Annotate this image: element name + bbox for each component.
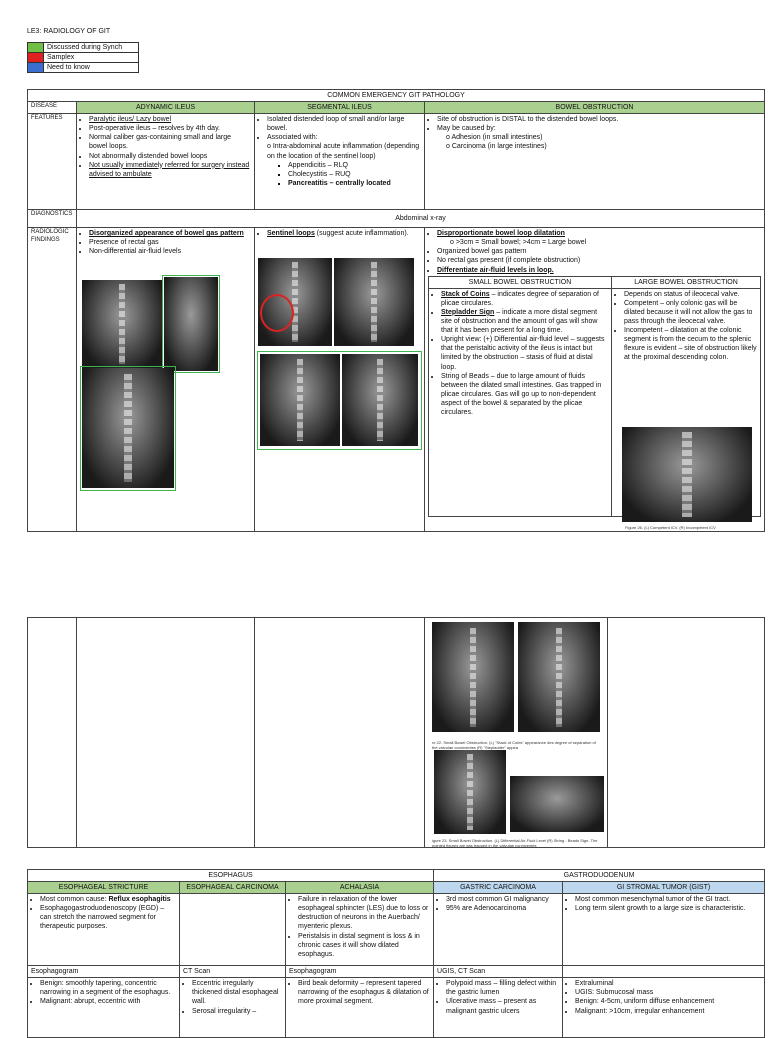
term: Stack of Coins [441,290,490,298]
xray-image [82,280,162,368]
modality: Esophagogram [28,966,180,978]
legend-row [28,63,139,73]
stricture-findings [28,978,180,1038]
list-item: • Normal caliber gas-containing small and large bowel loops. [89,133,251,151]
legend-label: Need to know [44,63,139,73]
col-esophageal-carcinoma: ESOPHAGEAL CARCINOMA [180,882,286,894]
list-item: • Benign: smoothly tapering, concentric narrowing in a segment of the esophagus. [40,979,176,997]
col-segmental: SEGMENTAL ILEUS [255,102,425,114]
empty-cell [608,618,765,848]
xray-image [334,258,414,346]
list-item: • Competent – only colonic gas will be dilated because it will not allow the gas to pass through the ileocecal valve. [624,299,757,326]
col-gist: GI STROMAL TUMOR (GIST) [563,882,765,894]
col-adynamic: ADYNAMIC ILEUS [77,102,255,114]
term-desc: – indicates degree of separation of plicae circulares. [441,290,599,307]
term-desc: – indicate a more distal segment site of obstruction and the amount of gas will show that it has been present for a long time. [441,308,598,335]
table-title: COMMON EMERGENCY GIT PATHOLOGY [28,90,765,102]
list-item: • Upright view: (+) Differential air-fluid level – suggests that the peristaltic activity of the ileus is intact but limited by the obstruction – stasis of fluid at distal loop. [441,335,608,371]
continuation-table [27,617,765,848]
col-gastric-carcinoma: GASTRIC CARCINOMA [434,882,563,894]
legend-swatch-red [28,53,44,63]
stricture-features [28,894,180,966]
figure-caption: re 22. Small Bowel Obstruction. (L) "Stack of Coins" appearance des degree of separation of the valvulae conniventes (R) "Stepladder" appea [432,740,596,751]
green-frame [80,366,176,491]
list-item: • Post-operative ileus – resolves by 4th day. [89,124,251,133]
list-item [40,895,176,904]
figure-caption: Figure 26. (L) Competent ICV. (R) Incompetent ICV [625,525,716,530]
list-item: ▪ Appendicitis – RLQ [288,161,421,170]
xray-image [434,750,506,834]
list-item: ▪ Cholecystitis – RUQ [288,170,421,179]
list-item: • Polypoid mass – filling defect within the gastric lumen [446,979,559,997]
sub-item: o Intra-abdominal acute inflammation (depending on the location of the sentinel loop) [267,143,420,160]
list-item: • Disorganized appearance of bowel gas pattern [89,229,251,238]
list-item [441,308,608,335]
text-bold: Reflux esophagitis [108,896,171,904]
sub-item: o Adhesion (in small intestines) [446,134,543,142]
list-item: • Ulcerative mass – present as malignant gastric ulcers [446,997,559,1015]
esophagus-gastro-table [27,869,765,1038]
sub-item: o Carcinoma (in large intestines) [446,143,547,151]
list-item: • Site of obstruction is DISTAL to the distended bowel loops. [437,115,761,124]
list-item: • May be caused by: [437,124,761,133]
diagnostics-value: Abdominal x-ray [77,210,765,228]
term: Stepladder Sign [441,308,495,316]
list-item: • Eccentric irregularly thickened distal esophageal wall. [192,979,282,1006]
list-item: • Malignant: abrupt, eccentric with [40,997,176,1006]
modality: UGIS, CT Scan [434,966,563,978]
list-item: • 3rd most common GI malignancy [446,895,559,904]
list-item: • Long term silent growth to a large size is characteristic. [575,904,761,913]
modality: CT Scan [180,966,286,978]
list-item: • Most common mesenchymal tumor of the GI tract. [575,895,761,904]
adynamic-features [77,114,255,210]
empty-cell [28,618,77,848]
list-item: • Differentiate air-fluid levels in loop. [437,266,761,275]
section-gastroduodenum: GASTRODUODENUM [434,870,765,882]
list-item: • Incompetent – dilatation at the colonic segment is from the cecum to the splenic flexure is evident – site of obstruction likely at the proximal descending colon. [624,326,757,362]
row-label-diagnostics: DIAGNOSTICS [28,210,77,228]
carcinoma-features [180,894,286,966]
gist-findings [563,978,765,1038]
empty-cell [77,618,255,848]
list-item: • Failure in relaxation of the lower esophageal sphincter (LES) due to loss or destruction of neurons in the Auerbach/ myenteric plexus. [298,895,430,931]
xray-image [432,622,514,732]
legend-row [28,53,139,63]
list-item: • Malignant: >10cm, irregular enhancement [575,1007,761,1016]
text: Most common cause: [40,896,109,904]
sbo-title: SMALL BOWEL OBSTRUCTION [429,276,612,288]
list-item: • Peristalsis in distal segment is loss & in chronic cases it will show dilated esophagus. [298,932,430,959]
term: Sentinel loops [267,230,315,238]
list-item: • Benign: 4-5cm, uniform diffuse enhancement [575,997,761,1006]
row-label-features: FEATURES [28,114,77,210]
xray-image [622,427,752,522]
list-item: • Depends on status of ileocecal valve. [624,290,757,299]
achalasia-findings [286,978,434,1038]
figure-caption: igure 23. Small Bowel Obstruction. (L) Differential Air-Fluid Level (R) String - Beads Sign- The pointed figures are gas trapped in the valvulae conniventes [432,838,598,849]
modality: Esophagogram [286,966,434,978]
gastric-ca-features [434,894,563,966]
legend-swatch-blue [28,63,44,73]
modality [563,966,765,978]
xray-image [510,776,604,832]
list-item: • Serosal irregularity – [192,1007,282,1016]
list-item: • 95% are Adenocarcinoma [446,904,559,913]
list-item: • No rectal gas present (if complete obstruction) [437,256,761,265]
section-esophagus: ESOPHAGUS [28,870,434,882]
list-item: • Bird beak deformity – represent tapered narrowing of the esophagus & dilatation of more proximal segment. [298,979,430,1006]
achalasia-features [286,894,434,966]
xray-image [518,622,600,732]
obstruction-features [425,114,765,210]
list-item: • Paralytic ileus/ Lazy bowel [89,115,251,124]
list-item: • Non-differential air-fluid levels [89,247,251,256]
legend-label: Samplex [44,53,139,63]
sbo-cell [429,288,612,516]
legend-swatch-green [28,43,44,53]
gist-features [563,894,765,966]
row-label-radiologic-findings: RADIOLOGIC FINDINGS [28,228,77,532]
lbo-title: LARGE BOWEL OBSTRUCTION [612,276,761,288]
list-item [267,229,421,238]
carcinoma-findings [180,978,286,1038]
green-frame [162,275,220,373]
legend-label: Discussed during Synch [44,43,139,53]
list-item: • UGIS: Submucosal mass [575,988,761,997]
term-desc: (suggest acute inflammation). [314,230,409,238]
list-item: • Extraluminal [575,979,761,988]
list-item: • Esophagogastroduodenoscopy (EGD) – can stretch the narrowed segment for therapeutic purposes. [40,904,176,931]
list-item: • Disproportionate bowel loop dilatation [437,229,761,238]
green-frame [257,351,422,450]
col-obstruction: BOWEL OBSTRUCTION [425,102,765,114]
list-item [441,290,608,308]
list-item: • Not usually immediately referred for surgery instead advised to ambulate [89,161,251,179]
list-item: ▪ Pancreatitis – centrally located [288,179,421,188]
list-item: • Organized bowel gas pattern [437,247,761,256]
segmental-features [255,114,425,210]
list-item: • Isolated distended loop of small and/or large bowel. [267,115,421,133]
list-item: • String of Beads – due to large amount of fluids between the dilated small intestines. Gas trapped in plicae circulares. Gas will go up to non-dependent aspect of the bowel & separated by the plicae circulares. [441,372,608,417]
sub-item: o >3cm = Small bowel; >4cm = Large bowel [450,239,587,247]
gastric-ca-findings [434,978,563,1038]
list-item: • Not abnormally distended bowel loops [89,152,251,161]
list-item: • Presence of rectal gas [89,238,251,247]
col-achalasia: ACHALASIA [286,882,434,894]
doc-title: LE3: RADIOLOGY OF GIT [27,28,111,35]
list-item: • Associated with: [267,133,421,142]
legend-row [28,43,139,53]
row-label-disease: DISEASE [28,102,77,114]
empty-cell [255,618,425,848]
legend [27,42,139,73]
red-circle-marker [260,294,294,332]
col-esophageal-stricture: ESOPHAGEAL STRICTURE [28,882,180,894]
